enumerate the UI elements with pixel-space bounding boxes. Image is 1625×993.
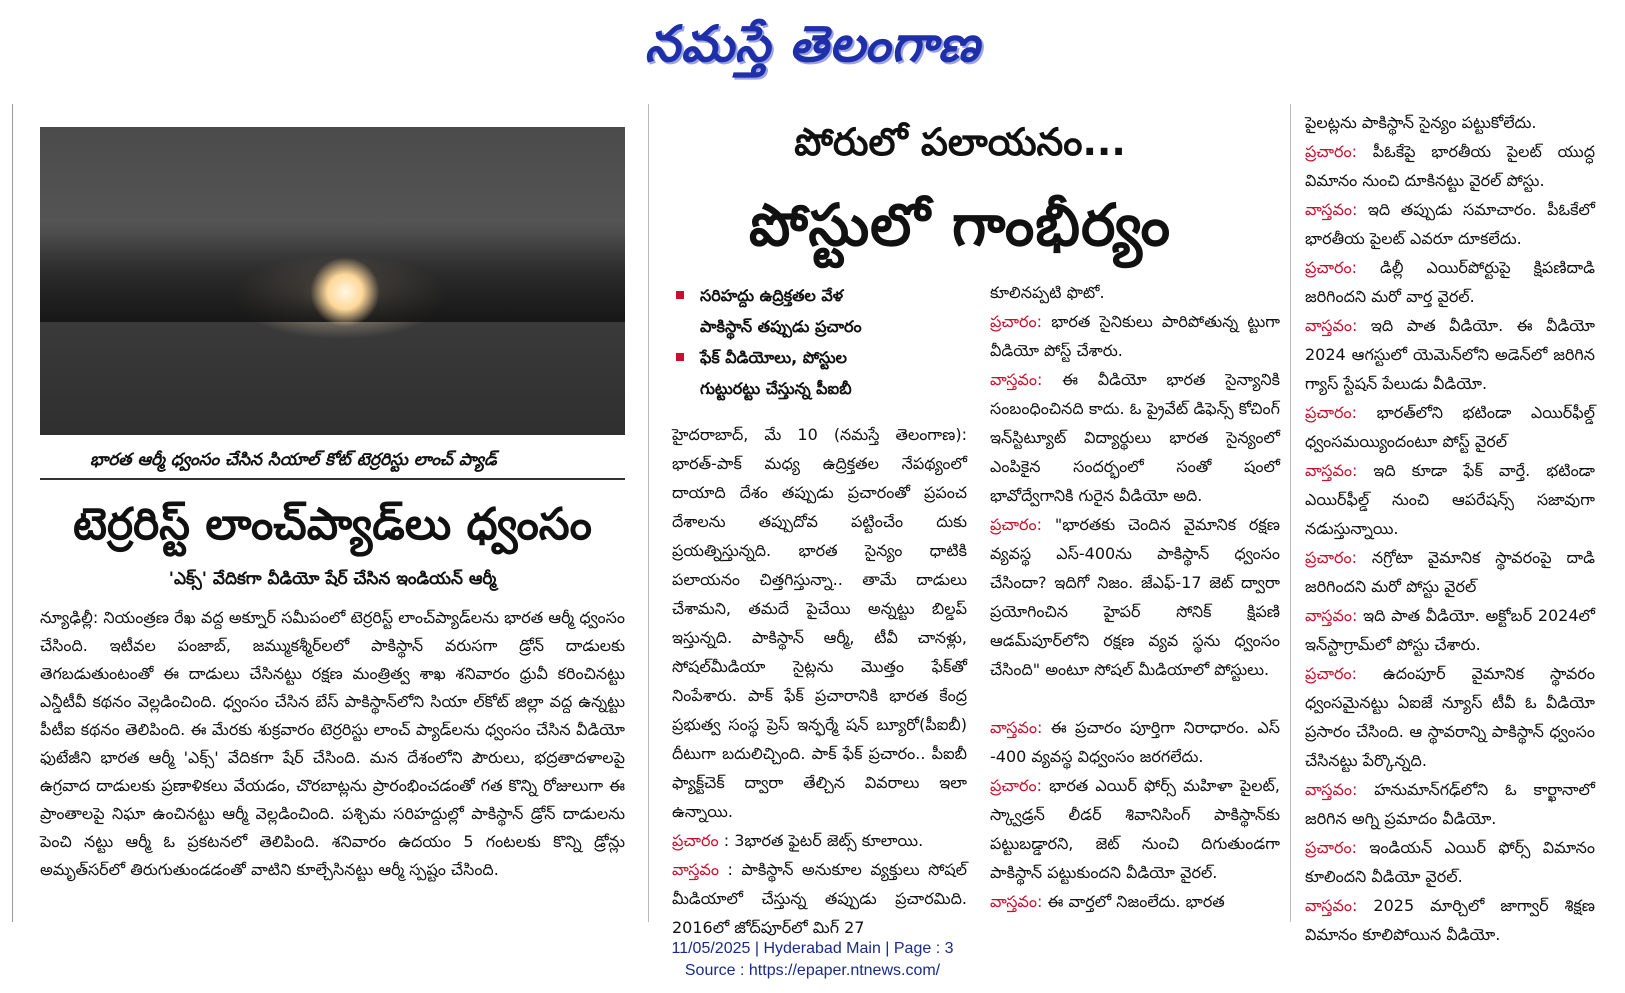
main-column-1 <box>672 420 967 937</box>
claim-label: ప్రచారం: <box>1305 838 1358 857</box>
page-margin-rule <box>12 104 13 922</box>
claim-label: ప్రచారం: <box>990 776 1043 795</box>
claim-paragraph: ప్రచారం: భారత సైనికులు పారిపోతున్న ట్టుగా వీడియో పోస్ట్ చేశారు. <box>990 312 1280 360</box>
edition-info: 11/05/2025 | Hyderabad Main | Page : 3 <box>671 940 954 957</box>
column-divider <box>1290 104 1291 922</box>
main-intro: హైదరాబాద్, మే 10 (నమస్తే తెలంగాణ): భారత్-పాక్ మధ్య ఉద్రిక్తతల నేపథ్యంలో దాయాది దేశం తప్పుడు ప్రచారంతో ప్రపంచ దేశాలను తప్పుదోవ పట్టించేం దుకు ప్రయత్నిస్తున్నది. భారత సైన్యం ధాటికి పలాయనం చిత్తగిస్తున్నా.. తామే దాడులు చేశామని, తమదే పైచేయి అన్నట్టు బిల్డప్ ఇస్తున్నది. పాకిస్థాన్ ఆర్మీ, టీవీ చానళ్లు, సోషల్‌మీడియా సైట్లను మొత్తం ఫేక్‌తో నింపేశారు. పాక్ ఫేక్ ప్రచారానికి భారత కేంద్ర ప్రభుత్వ సంస్థ ప్రెస్ ఇన్ఫర్మే షన్ బ్యూరో(పీఐబీ) దీటుగా బదులిచ్చింది. పాక్ ఫేక్ ప్రచారం.. పీఐబీ ఫ్యాక్ట్‌చెక్ ద్వారా తేల్చిన వివరాలు ఇలా ఉన్నాయి. <box>672 425 967 821</box>
masthead <box>0 4 1625 90</box>
claim-label: ప్రచారం: <box>1305 664 1358 683</box>
newspaper-logo: నమస్తే తెలంగాణ <box>644 15 981 73</box>
claim-label: ప్రచారం: <box>990 312 1043 331</box>
claim-label: ప్రచారం <box>672 831 719 850</box>
fact-paragraph: వాస్తవం: ఇది కూడా ఫేక్ వార్తే. భటిండా ఎయిర్‌ఫీల్డ్ నుంచి ఆపరేషన్స్ సజావుగా నడుస్తున్నాయి. <box>1305 461 1595 538</box>
fact-paragraph: వాస్తవం: ఇది పాత వీడియో. అక్టోబర్ 2024లో ఇన్‌స్టాగ్రామ్‌లో పోస్టు చేశారు. <box>1305 606 1595 654</box>
fact-label: వాస్తవం: <box>1305 316 1358 335</box>
highlight-bullets <box>672 280 972 404</box>
fact-label: వాస్తవం: <box>990 892 1043 911</box>
claim-paragraph: ప్రచారం: భారత ఎయిర్ ఫోర్స్ మహిళా పైలట్, స్క్వాడ్రన్ లీడర్ శివానిసింగ్ పాకిస్థాన్‌కు పట్టుబడ్డారని, జెట్ నుంచి దిగుతుండగా పాకిస్థాన్ పట్టుకుందని వీడియో వైరల్. <box>990 776 1280 882</box>
claim-paragraph: ప్రచారం: "భారతకు చెందిన వైమానిక రక్షణ వ్యవస్థ ఎస్-400ను పాకిస్థాన్ ధ్వంసం చేసిందా? ఇదిగో నిజం. జేఎఫ్-17 జెట్ ద్వారా ప్రయోగించిన హైపర్ సోనిక్ క్షిపణి ఆడమ్‌పూర్‌లోని రక్షణ వ్యవ స్థను ధ్వంసం చేసింది" అంటూ సోషల్ మీడియాలో పోస్టులు. <box>990 515 1280 679</box>
story-subhead: 'ఎక్స్' వేదికగా వీడియో షేర్ చేసిన ఇండియన్ ఆర్మీ <box>168 569 497 589</box>
story-body: న్యూఢిల్లీ: నియంత్రణ రేఖ వద్ద అక్నూర్ సమీపంలో టెర్రరిస్ట్ లాంచ్‌ప్యాడ్‌లను భారత ఆర్మీ ధ్వంసం చేసింది. ఇటీవల పంజాబ్, జమ్ముకశ్మీర్‌లలో పాకిస్థాన్ వరుసగా డ్రోన్ దాడులకు తెగబడుతుంటంతో ఈ దాడులు చేసినట్టు రక్షణ మంత్రిత్వ శాఖ శనివారం ధ్రువీ కరించినట్టు ఎన్డీటీవీ కథనం వెల్లడించింది. ధ్వంసం చేసిన బేస్ పాకిస్థాన్‌లోని సియా ల్‌కోట్ జిల్లా వద్ద ఉన్నట్టు పీటీఐ కథనం తెలిపింది. ఈ మేరకు శుక్రవారం టెర్రరిస్టు లాంచ్ ప్యాడ్‌లను ధ్వంసం చేసిన వీడియో ఫుటేజీని భారత ఆర్మీ 'ఎక్స్' వేదికగా షేర్ చేసింది. మన దేశంలోని పౌరులు, భద్రతాదళాలపై ఉగ్రవాద దాడులకు ప్రణాళికలు వేయడం, చొరబాట్లను ప్రారంభించడంతో గత కొన్ని రోజులుగా ఈ ప్రాంతాలపై నిఘా ఉంచినట్టు ఆర్మీ వెల్లడించింది. పశ్చిమ సరిహద్దుల్లో పాకిస్థాన్ డ్రోన్ దాడులను పెంచి నట్టు ఆర్మీ ఓ ప్రకటనలో తెలిపింది. శనివారం ఉదయం 5 గంటలకు కొన్ని డ్రోన్లు అమృత్‌సర్‌లో తిరుగుతుండడంతో వాటిని కూల్చేసినట్టు ఆర్మీ స్పష్టం చేసింది. <box>40 608 625 879</box>
main-column-2 <box>990 278 1280 916</box>
main-column-3 <box>1305 108 1595 944</box>
fact-paragraph: వాస్తవం: ఇది తప్పుడు సమాచారం. పీఓకేలో భారతీయ పైలట్ ఎవరూ దూకలేదు. <box>1305 200 1595 248</box>
claim-paragraph: ప్రచారం: పీఓకేపై భారతీయ పైలట్ యుద్ధ విమానం నుంచి దూకినట్టు వైరల్ పోస్టు. <box>1305 142 1595 190</box>
column-divider <box>648 104 649 922</box>
fact-label: వాస్తవం: <box>1305 606 1358 625</box>
photo-explosion-glow <box>310 257 380 327</box>
news-photo <box>40 127 625 435</box>
fact-label: వాస్తవం <box>672 860 719 879</box>
claim-paragraph: ప్రచారం: ఇండియన్ ఎయిర్ ఫోర్స్ విమానం కూలిందని వీడియో వైరల్. <box>1305 838 1595 886</box>
claim-paragraph: ప్రచారం: నగ్రోటా వైమానిక స్థావరంపై దాడి జరిగిందని మరో పోస్టు వైరల్ <box>1305 548 1595 596</box>
fact-paragraph: వాస్తవం: ఈ వీడియో భారత సైన్యానికి సంబంధించినది కాదు. ఓ ప్రైవేట్ డిఫెన్స్ కోచింగ్ ఇన్‌స్టిట్యూట్ విద్యార్థులు భారత సైన్యంలో ఎంపికైన సందర్భంలో సంతో షంలో భావోద్వేగానికి గురైన వీడియో అది. <box>990 370 1280 505</box>
claim-label: ప్రచారం: <box>1305 548 1358 567</box>
fact-label: వాస్తవం: <box>1305 780 1358 799</box>
fact-paragraph: వాస్తవం: ఈ ప్రచారం పూర్తిగా నిరాధారం. ఎస్ -400 వ్యవస్థ విధ్వంసం జరగలేదు. <box>990 718 1280 766</box>
claim-label: ప్రచారం: <box>1305 142 1358 161</box>
fact-label: వాస్తవం: <box>1305 461 1358 480</box>
main-kicker: పోరులో పలాయనం... <box>794 120 1126 164</box>
fact-paragraph: వాస్తవం: ఇది పాత వీడియో. ఈ వీడియో 2024 ఆగస్టులో యెమెన్‌లోని అడెన్‌లో జరిగిన గ్యాస్ స్టేషన్ పేలుడు వీడియో. <box>1305 316 1595 393</box>
fact-paragraph: వాస్తవం: 2025 మార్చిలో జాగ్వార్ శిక్షణ విమానం కూలిపోయిన వీడియో. <box>1305 896 1595 944</box>
claim-label: ప్రచారం: <box>1305 403 1358 422</box>
story-headline: టెర్రరిస్ట్ లాంచ్‌ప్యాడ్‌లు ధ్వంసం <box>73 499 592 550</box>
claim-paragraph: ప్రచారం: డిల్లీ ఎయిర్‌పోర్టుపై క్షిపణిదాడి జరిగిందని మరో వార్త వైరల్. <box>1305 258 1595 306</box>
source-link[interactable]: Source : https://epaper.ntnews.com/ <box>684 962 941 979</box>
claim-paragraph: ప్రచారం : 3భారత ఫైటర్ జెట్స్ కూలాయి. <box>672 831 924 850</box>
photo-caption: భారత ఆర్మీ ధ్వంసం చేసిన సియాల్ కోట్ టెర్రరిస్టు లాంచ్ ప్యాడ్ <box>40 440 625 480</box>
main-headline: పోస్టులో గాంభీర్యం <box>748 191 1172 259</box>
fact-label: వాస్తవం: <box>990 718 1043 737</box>
continued-text: పైలట్లను పాకిస్థాన్ సైన్యం పట్టుకోలేదు. <box>1305 113 1537 132</box>
bullet-item: గుట్టురట్టు చేస్తున్న పీఐబీ <box>700 379 852 398</box>
fact-label: వాస్తవం: <box>1305 200 1358 219</box>
claim-label: ప్రచారం: <box>990 515 1043 534</box>
bullet-square-icon <box>676 353 684 361</box>
fact-label: వాస్తవం: <box>1305 896 1358 915</box>
continued-text: కూలినప్పటి ఫొటో. <box>990 283 1105 302</box>
claim-label: ప్రచారం: <box>1305 258 1358 277</box>
fact-label: వాస్తవం: <box>990 370 1043 389</box>
bullet-item: పాకిస్థాన్ తప్పుడు ప్రచారం <box>700 317 862 336</box>
fact-paragraph: వాస్తవం: హనుమాన్‌గఢ్‌లోని ఓ కార్ఖానాలో జరిగిన అగ్ని ప్రమాదం వీడియో. <box>1305 780 1595 828</box>
bullet-item: సరిహద్దు ఉద్రిక్తతల వేళ <box>672 280 972 311</box>
fact-paragraph: వాస్తవం : పాకిస్థాన్ అనుకూల వ్యక్తులు సోషల్ మీడియాలో చేస్తున్న తప్పుడు ప్రచారమిది. 2016లో జోద్‌పూర్‌లో మిగ్ 27 <box>672 860 967 937</box>
claim-paragraph: ప్రచారం: భారత్‌లోని భటిండా ఎయిర్‌ఫీల్డ్ ధ్వంసమయ్యిందంటూ పోస్ట్ వైరల్ <box>1305 403 1595 451</box>
bullet-item: ఫేక్ వీడియోలు, పోస్టుల <box>672 342 972 373</box>
fact-paragraph: వాస్తవం: ఈ వార్తలో నిజంలేదు. భారత <box>990 892 1225 911</box>
bullet-square-icon <box>676 291 684 299</box>
claim-paragraph: ప్రచారం: ఉదంపూర్ వైమానిక స్థావరం ధ్వంసమైనట్టు ఏఐజే న్యూస్ టీవీ ఓ వీడియో ప్రసారం చేసింది. ఆ స్థావరాన్ని పాకిస్థాన్ ధ్వంసం చేసినట్టు పేర్కొన్నది. <box>1305 664 1595 770</box>
